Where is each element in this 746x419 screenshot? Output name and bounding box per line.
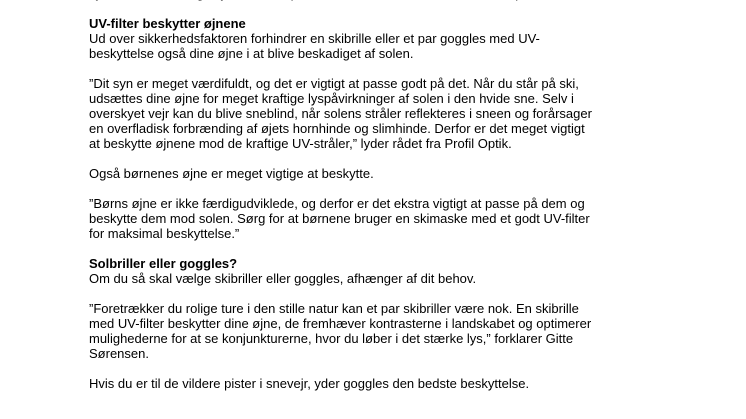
spacer [89, 1, 689, 16]
section2-intro: Om du så skal vælge skibriller eller goggles, afhænger af dit behov. [89, 271, 477, 286]
quote2-line-3: for maksimal beskyttelse.” [89, 226, 240, 241]
quote2-line-1: ”Børns øjne er ikke færdigudviklede, og derfor er det ekstra vigtigt at passe på dem og [89, 196, 585, 211]
spacer [89, 286, 689, 301]
quote3-line-4: Sørensen. [89, 346, 149, 361]
quote3-line-3: mulighederne for at se konjunkturerne, hvor du løber i det stærke lys,” forklarer Gitte [89, 331, 574, 346]
quote3-line-2: med UV-filter beskytter dine øjne, de fremhæver kontrasterne i landskabet og optimerer [89, 316, 592, 331]
spacer [89, 361, 689, 376]
intro-line-2: beskyttelse også dine øjne i at blive beskadiget af solen. [89, 46, 414, 61]
quote3-line-1: ”Foretrækker du rolige ture i den stille natur kan et par skibriller være nok. En skibrille [89, 301, 579, 316]
document-body [89, 0, 689, 391]
children-paragraph: Også børnenes øjne er meget vigtige at beskytte. [89, 166, 374, 181]
closing-paragraph: Hvis du er til de vildere pister i snevejr, yder goggles den bedste beskyttelse. [89, 376, 530, 391]
spacer [89, 61, 689, 76]
quote1-line-3: overskyet vejr kan du blive sneblind, når solens stråler reflekteres i sneen og forårsager [89, 106, 592, 121]
spacer [89, 241, 689, 256]
heading-sunglasses-or-goggles: Solbriller eller goggles? [89, 256, 238, 271]
quote1-line-5: at beskytte øjnene mod de kraftige UV-stråler,” lyder rådet fra Profil Optik. [89, 136, 512, 151]
spacer [89, 181, 689, 196]
spacer [89, 151, 689, 166]
heading-uv-filter: UV-filter beskytter øjnene [89, 16, 246, 31]
quote1-line-1: ”Dit syn er meget værdifuldt, og det er vigtigt at passe godt på det. Når du står på ski, [89, 76, 579, 91]
quote1-line-4: en overfladisk forbrænding af øjets hornhinde og slimhinde. Derfor er det meget vigtigt [89, 121, 585, 136]
intro-line-1: Ud over sikkerhedsfaktoren forhindrer en skibrille eller et par goggles med UV- [89, 31, 540, 46]
quote2-line-2: beskytte dem mod solen. Sørg for at børnene bruger en skimaske med et godt UV-filter [89, 211, 590, 226]
quote1-line-2: udsættes dine øjne for meget kraftige lyspåvirkninger af solen i den hvide sne. Selv i [89, 91, 574, 106]
